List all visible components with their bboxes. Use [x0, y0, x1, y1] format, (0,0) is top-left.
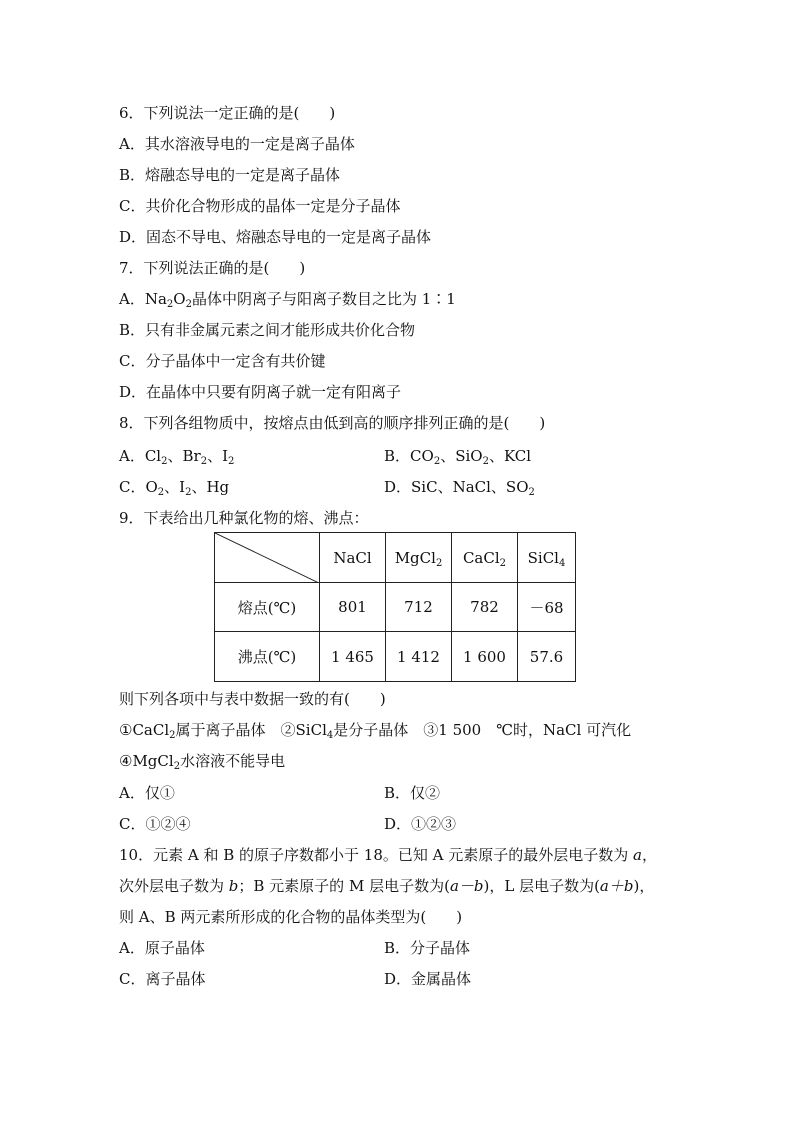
diagonal-line [215, 533, 319, 583]
q10-option-c: C．离子晶体 [119, 970, 206, 988]
q9-question: 则下列各项中与表中数据一致的有( ) [119, 690, 386, 708]
q6-option-b: B．熔融态导电的一定是离子晶体 [119, 166, 341, 184]
q8-option-b: B．$CO_2$、SiO$_2$、KCl [384, 447, 532, 467]
header-cacl2: CaCl$_2$ [452, 533, 518, 583]
chloride-table [214, 532, 576, 682]
q6-option-a: A．其水溶液导电的一定是离子晶体 [119, 135, 355, 153]
q10-option-a: A．原子晶体 [119, 939, 205, 957]
table-cell: 1 412 [386, 632, 452, 682]
row-label: 熔点(℃) [215, 583, 320, 632]
header-mgcl2: MgCl$_2$ [386, 533, 452, 583]
q8-option-a: A．$Cl_2$、$Br_2$、$I_2$ [119, 447, 235, 467]
table-row [215, 583, 576, 632]
q8-stem: 8．下列各组物质中，按熔点由低到高的顺序排列正确的是( ) [119, 414, 546, 432]
q10-row-ab [119, 938, 471, 958]
q9-stem: 9．下表给出几种氯化物的熔、沸点： [119, 509, 369, 527]
header-nacl: NaCl [320, 533, 386, 583]
q10-option-d: D．金属晶体 [384, 970, 472, 988]
q8-option-d: D．SiC、NaCl、$SO_2$ [384, 478, 535, 498]
q7-option-d: D．在晶体中只要有阴离子就一定有阳离子 [119, 383, 402, 401]
q10-stem-line1: 10．元素 A 和 B 的原子序数都小于 18。已知 A 元素原子的最外层电子数为 a， [119, 846, 657, 864]
q10-option-b: B．分子晶体 [384, 939, 471, 957]
q7-stem: 7．下列说法正确的是( ) [119, 259, 306, 277]
q9-statements-2: ④MgCl$_2$水溶液不能导电 [119, 752, 286, 772]
table-row [215, 632, 576, 682]
q8-row-cd [119, 477, 535, 498]
table-cell: 57.6 [518, 632, 576, 682]
header-sicl4: SiCl$_4$ [518, 533, 576, 583]
q7-option-c: C．分子晶体中一定含有共价键 [119, 352, 326, 370]
q8-option-c: C．$O_2$、$I_2$、Hg [119, 478, 230, 498]
q6-option-c: C．共价化合物形成的晶体一定是分子晶体 [119, 197, 401, 215]
table-cell: 801 [320, 583, 386, 632]
table-cell: －68 [518, 583, 576, 632]
q10-row-cd [119, 969, 472, 989]
q7-option-a: A．$Na_2O_2$晶体中阴离子与阳离子数目之比为 1∶1 [119, 290, 456, 310]
q9-option-a: A．仅① [119, 784, 175, 802]
table-corner-cell [215, 533, 320, 583]
q6-option-d: D．固态不导电、熔融态导电的一定是离子晶体 [119, 228, 432, 246]
table-cell: 1 600 [452, 632, 518, 682]
q9-row-ab [119, 783, 441, 803]
q9-option-d: D．①②③ [384, 815, 457, 833]
table-cell: 782 [452, 583, 518, 632]
q9-option-b: B．仅② [384, 784, 441, 802]
q9-option-c: C．①②④ [119, 815, 191, 833]
q9-row-cd [119, 814, 457, 834]
q10-stem-line3: 则 A、B 两元素所形成的化合物的晶体类型为( ) [119, 908, 463, 926]
q9-statements-1: ①CaCl$_2$属于离子晶体 ②SiCl$_4$是分子晶体 ③1 500 ℃时，NaCl 可汽化 [119, 721, 632, 741]
q7-option-b: B．只有非金属元素之间才能形成共价化合物 [119, 321, 416, 339]
q10-stem-line2: 次外层电子数为 b；B 元素原子的 M 层电子数为(a－b)，L 层电子数为(a＋b)， [119, 877, 655, 895]
q6-stem: 6．下列说法一定正确的是( ) [119, 104, 336, 122]
table-cell: 712 [386, 583, 452, 632]
row-label: 沸点(℃) [215, 632, 320, 682]
table-header-row [215, 533, 576, 583]
q8-row-ab [119, 446, 532, 467]
table-cell: 1 465 [320, 632, 386, 682]
